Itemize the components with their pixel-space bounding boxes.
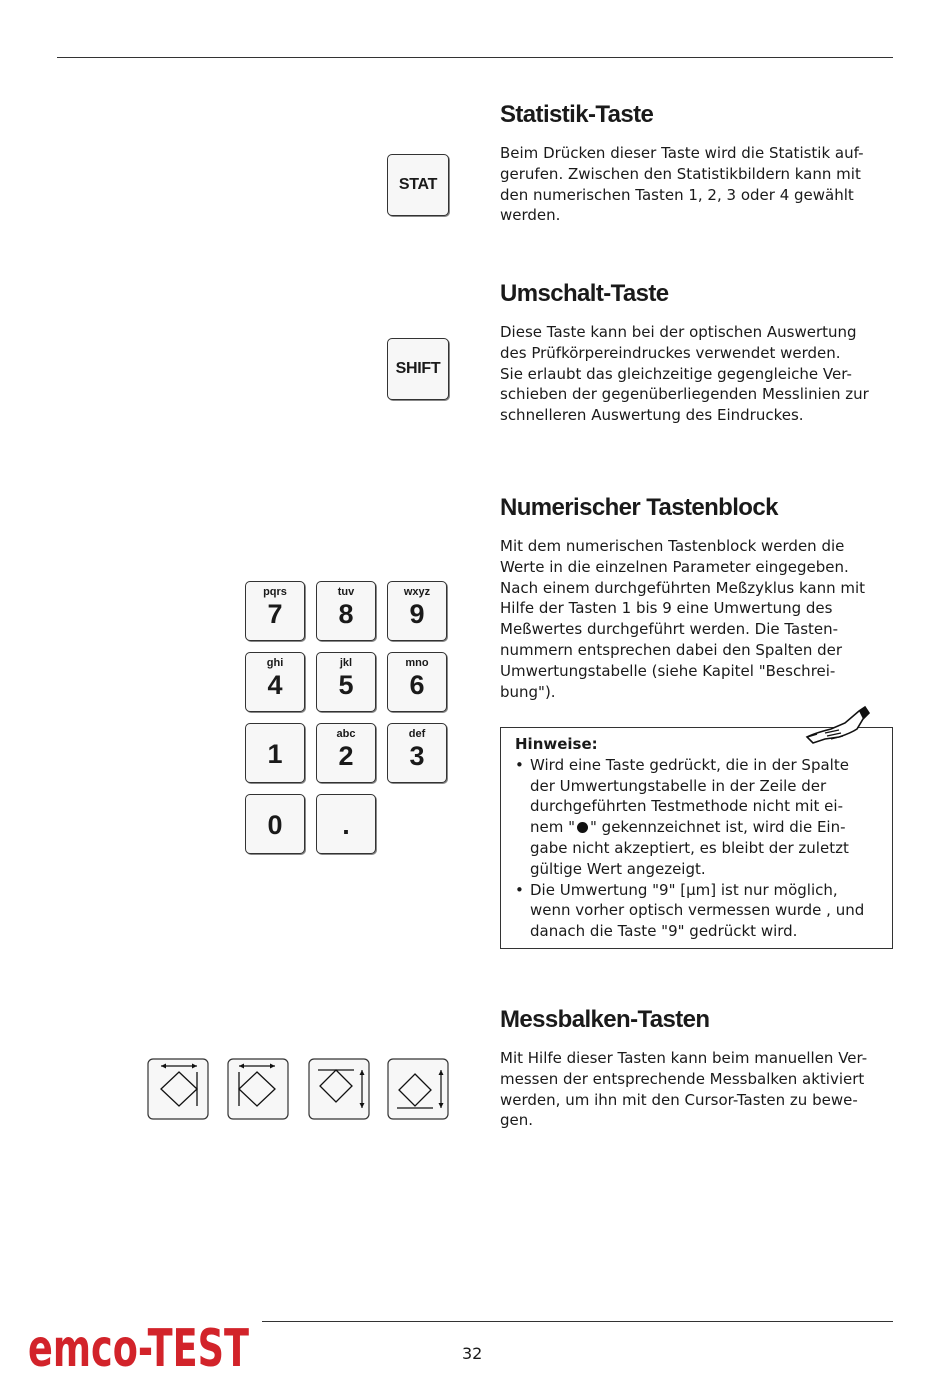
key-digit: 0 — [267, 810, 283, 840]
hint-box — [500, 727, 893, 949]
key-2[interactable] — [316, 723, 376, 783]
key-letters: def — [408, 728, 426, 740]
text-line: Nach einem durchgeführten Meßzyklus kann mit — [500, 578, 866, 597]
shift-title: Umschalt-Taste — [500, 280, 669, 307]
measure-bar-left-key[interactable] — [227, 1058, 289, 1120]
key-3[interactable] — [387, 723, 447, 783]
key-decimal-point[interactable] — [316, 794, 376, 854]
text-line: schieben der gegenüberliegenden Messlinien zur — [500, 385, 869, 404]
text-line: bung"). — [500, 682, 556, 701]
shift-description — [500, 322, 893, 426]
measure-bar-top-key[interactable] — [308, 1058, 370, 1120]
hint-list — [515, 755, 880, 942]
text-line: Beim Drücken dieser Taste wird die Statistik auf- — [500, 144, 864, 162]
text-line: Mit Hilfe dieser Tasten kann beim manuellen Ver- — [500, 1049, 868, 1067]
key-digit: 4 — [267, 670, 283, 700]
key-letters: jkl — [339, 657, 353, 669]
measure-section — [500, 1006, 893, 1131]
key-letters: mno — [405, 657, 429, 669]
footer-rule — [262, 1321, 893, 1322]
key-letters: abc — [336, 728, 356, 740]
text-line: Meßwertes durchgeführt werden. Die Tasten- — [500, 620, 839, 639]
bullet: • — [515, 755, 524, 774]
text-line: messen der entsprechende Messbalken aktiviert — [500, 1069, 865, 1088]
bullet: • — [515, 880, 524, 899]
key-digit: 9 — [409, 599, 425, 629]
key-letters: wxyz — [403, 586, 431, 598]
key-5[interactable] — [316, 652, 376, 712]
text-line: Werte in die einzelnen Parameter eingegeben. — [500, 557, 849, 576]
text-line: Hilfe der Tasten 1 bis 9 eine Umwertung des — [500, 599, 833, 618]
key-9[interactable] — [387, 581, 447, 641]
text-line: Diese Taste kann bei der optischen Auswertung — [500, 323, 857, 341]
text-line: " gekennzeichnet ist, wird die Ein- — [590, 818, 846, 837]
text-line: gültige Wert angezeigt. — [530, 859, 706, 878]
stat-title: Statistik-Taste — [500, 101, 654, 128]
measure-bar-bottom-key[interactable] — [387, 1058, 449, 1120]
key-digit: 1 — [267, 739, 283, 769]
text-line: den numerischen Tasten 1, 2, 3 oder 4 gewählt — [500, 185, 854, 204]
text-line: werden. — [500, 206, 561, 225]
key-digit: 6 — [409, 670, 425, 700]
shift-key-label: SHIFT — [395, 360, 441, 377]
emco-test-logo-graphic — [28, 1318, 251, 1378]
text-line: gabe nicht akzeptiert, es bleibt der zuletzt — [530, 838, 849, 857]
key-6[interactable] — [387, 652, 447, 712]
measure-bar-right-key[interactable] — [147, 1058, 209, 1120]
hint-title: Hinweise: — [515, 735, 598, 753]
emco-test-logo — [28, 1318, 251, 1376]
text-line: Umwertungstabelle (siehe Kapitel "Beschrei- — [500, 661, 836, 680]
key-digit: . — [342, 810, 350, 840]
numpad-title: Numerischer Tastenblock — [500, 494, 778, 521]
key-digit: 8 — [338, 599, 354, 629]
key-digit: 5 — [338, 670, 354, 700]
shift-section — [500, 280, 893, 426]
key-8[interactable] — [316, 581, 376, 641]
key-1[interactable] — [245, 723, 305, 783]
key-letters: ghi — [266, 657, 284, 669]
text-line: schnelleren Auswertung des Eindruckes. — [500, 406, 804, 425]
logo-text: emco-TEST — [28, 1319, 250, 1378]
text-line: werden, um ihn mit den Cursor-Tasten zu bewe- — [500, 1090, 858, 1109]
text-line: Wird eine Taste gedrückt, die in der Spalte — [530, 755, 849, 774]
text-line: Mit dem numerischen Tastenblock werden die — [500, 537, 845, 555]
text-line: wenn vorher optisch vermessen wurde , und — [530, 901, 865, 920]
key-letters: pqrs — [263, 586, 287, 598]
hint-item — [515, 755, 880, 880]
key-digit: 3 — [409, 741, 425, 771]
top-rule — [57, 57, 893, 58]
text-line: Die Umwertung "9" [µm] ist nur möglich, — [530, 880, 838, 899]
key-4[interactable] — [245, 652, 305, 712]
text-line: gen. — [500, 1111, 534, 1130]
text-line: der Umwertungstabelle in der Zeile der — [530, 776, 827, 795]
key-letters: tuv — [337, 586, 355, 598]
stat-key-label: STAT — [398, 176, 438, 193]
page-number: 32 — [462, 1344, 483, 1363]
filled-dot-icon — [577, 822, 588, 833]
stat-description — [500, 143, 893, 226]
text-line: durchgeführten Testmethode nicht mit ei- — [530, 797, 843, 816]
text-line: nem " — [530, 818, 576, 837]
pointing-hand-icon — [805, 703, 871, 745]
numpad-section — [500, 494, 893, 702]
numpad-description — [500, 536, 893, 702]
measure-description — [500, 1048, 893, 1131]
text-line: gerufen. Zwischen den Statistikbildern kann mit — [500, 164, 861, 183]
shift-key[interactable] — [387, 338, 449, 400]
hint-item — [515, 880, 880, 942]
measure-title: Messbalken-Tasten — [500, 1006, 710, 1033]
text-line: Sie erlaubt das gleichzeitige gegengleiche Ver- — [500, 364, 852, 383]
text-line: nummern entsprechen dabei den Spalten der — [500, 640, 843, 659]
key-0[interactable] — [245, 794, 305, 854]
text-line: des Prüfkörpereindruckes verwendet werden. — [500, 343, 841, 362]
stat-section — [500, 101, 893, 226]
stat-key[interactable] — [387, 154, 449, 216]
key-7[interactable] — [245, 581, 305, 641]
text-line: danach die Taste "9" gedrückt wird. — [530, 922, 798, 941]
key-digit: 2 — [338, 741, 354, 771]
key-digit: 7 — [267, 599, 283, 629]
